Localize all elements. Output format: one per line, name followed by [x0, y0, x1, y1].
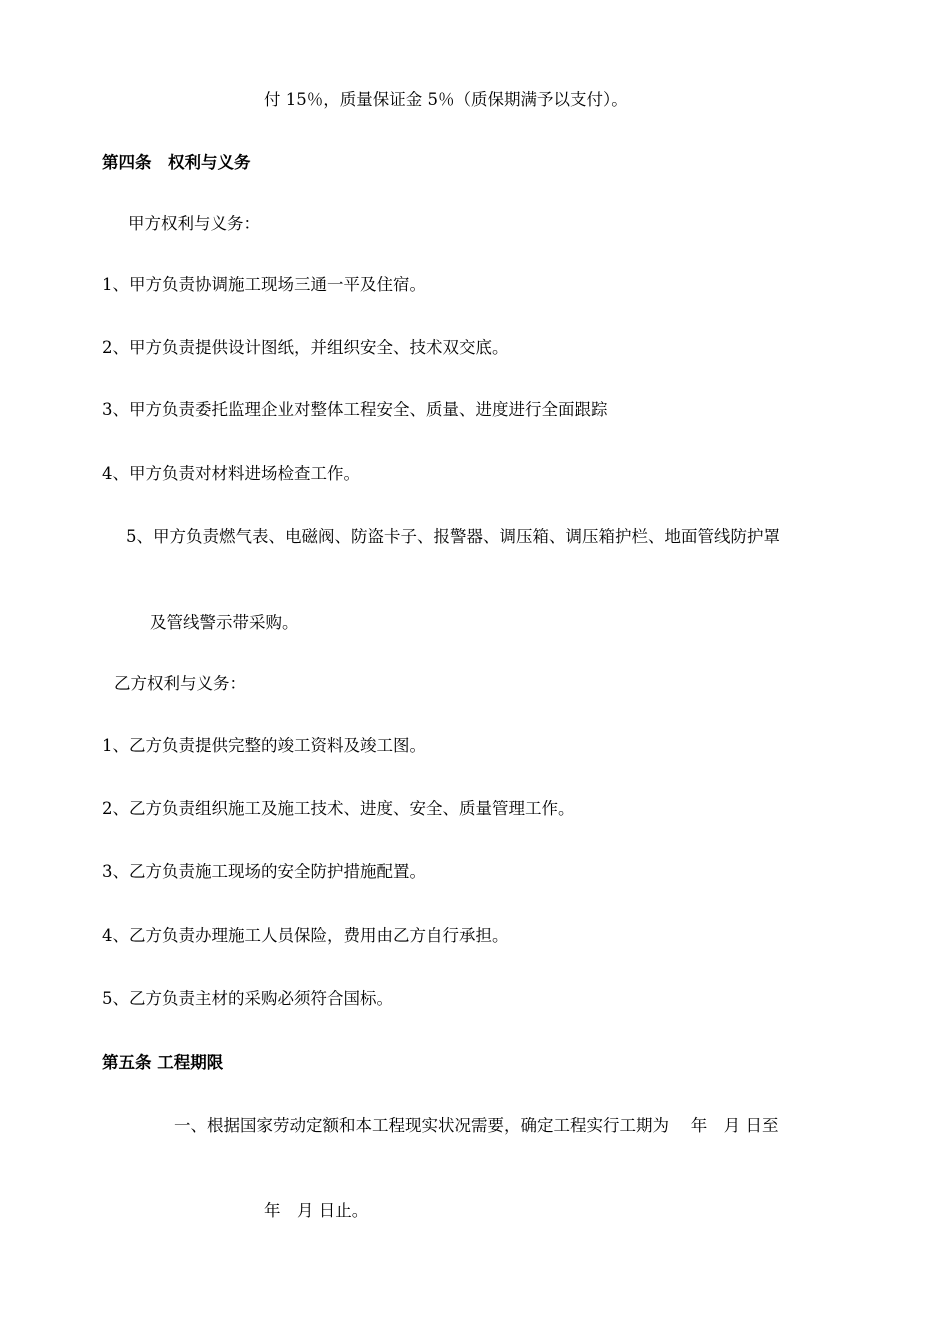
party-a-item-1: 1、甲方负责协调施工现场三通一平及住宿。	[102, 275, 426, 294]
party-a-item-5: 5、甲方负责燃气表、电磁阀、防盗卡子、报警器、调压箱、调压箱护栏、地面管线防护罩	[126, 527, 780, 546]
party-b-subheading: 乙方权利与义务：	[114, 674, 246, 693]
party-b-item-4: 4、乙方负责办理施工人员保险，费用由乙方自行承担。	[102, 926, 509, 945]
party-a-item-3: 3、甲方负责委托监理企业对整体工程安全、质量、进度进行全面跟踪	[102, 400, 608, 419]
party-b-item-2: 2、乙方负责组织施工及施工技术、进度、安全、质量管理工作。	[102, 799, 575, 818]
article-4-heading: 第四条 权利与义务	[102, 153, 251, 172]
party-a-item-4: 4、甲方负责对材料进场检查工作。	[102, 464, 360, 483]
term-clause-1-continuation: 年 月 日止。	[264, 1201, 369, 1220]
article-5-heading: 第五条 工程期限	[102, 1053, 224, 1072]
party-b-item-1: 1、乙方负责提供完整的竣工资料及竣工图。	[102, 736, 426, 755]
payment-terms-continuation: 付 15％，质量保证金 5％（质保期满予以支付）。	[264, 90, 628, 109]
party-a-item-5-continuation: 及管线警示带采购。	[150, 613, 299, 632]
party-a-item-2: 2、甲方负责提供设计图纸，并组织安全、技术双交底。	[102, 338, 509, 357]
term-clause-1: 一、根据国家劳动定额和本工程现实状况需要，确定工程实行工期为 年 月 日至	[174, 1116, 779, 1135]
party-b-item-5: 5、乙方负责主材的采购必须符合国标。	[102, 989, 393, 1008]
party-a-subheading: 甲方权利与义务：	[128, 214, 260, 233]
party-b-item-3: 3、乙方负责施工现场的安全防护措施配置。	[102, 862, 426, 881]
